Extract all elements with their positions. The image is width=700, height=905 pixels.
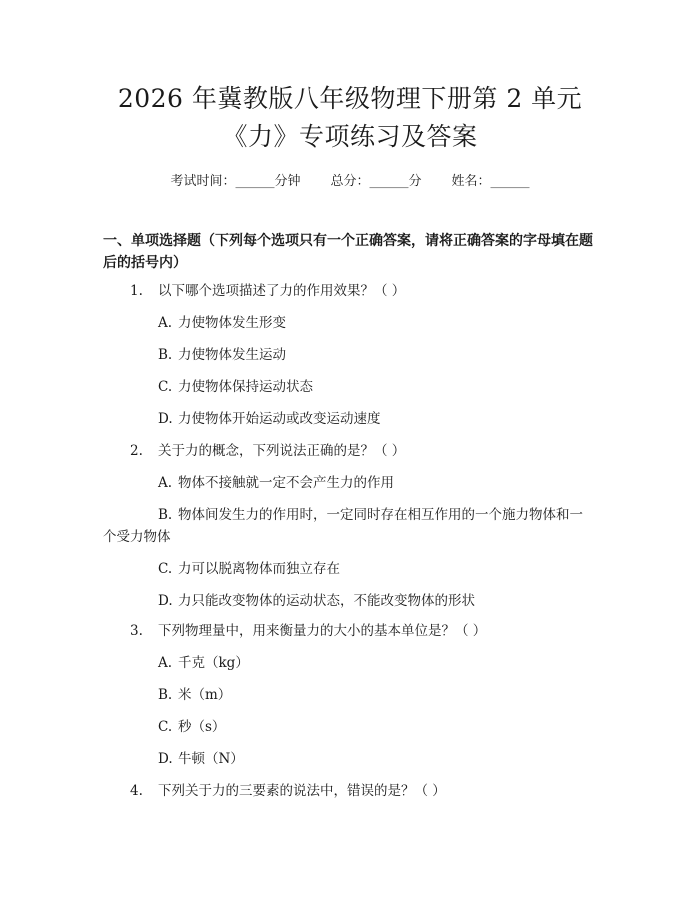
question-1 bbox=[130, 281, 405, 301]
exam-info bbox=[0, 170, 700, 189]
option-3a bbox=[158, 653, 249, 673]
question-number: 3. bbox=[130, 623, 143, 639]
option-text: 千克（kg） bbox=[178, 655, 249, 671]
option-text: 力使物体保持运动状态 bbox=[178, 379, 313, 395]
question-text: 关于力的概念，下列说法正确的是？（ ） bbox=[158, 443, 406, 459]
option-text: 牛顿（N） bbox=[178, 751, 244, 767]
score-label: 总分： bbox=[330, 174, 370, 189]
option-text: 力只能改变物体的运动状态，不能改变物体的形状 bbox=[178, 593, 475, 609]
question-text: 下列物理量中，用来衡量力的大小的基本单位是？（ ） bbox=[158, 623, 487, 639]
option-1d bbox=[158, 409, 381, 429]
doc-title-line1: 2026 年冀教版八年级物理下册第 2 单元 bbox=[117, 84, 583, 113]
question-text: 以下哪个选项描述了力的作用效果？（ ） bbox=[158, 283, 406, 299]
option-letter: A. bbox=[158, 655, 173, 671]
option-1b bbox=[158, 345, 286, 365]
question-number: 2. bbox=[130, 443, 143, 459]
option-text: 力可以脱离物体而独立存在 bbox=[178, 561, 340, 577]
option-letter: B. bbox=[158, 347, 173, 363]
option-2b-continued: 个受力物体 bbox=[103, 529, 171, 545]
option-letter: A. bbox=[158, 475, 173, 491]
score-unit: 分 bbox=[408, 174, 422, 189]
option-2d bbox=[158, 591, 475, 611]
name-blank: ______ bbox=[490, 174, 530, 189]
option-2b bbox=[158, 505, 583, 525]
option-3c bbox=[158, 717, 225, 737]
option-2a bbox=[158, 473, 394, 493]
option-letter: C. bbox=[158, 561, 173, 577]
option-text: 米（m） bbox=[178, 687, 232, 703]
option-1a bbox=[158, 313, 286, 333]
question-2 bbox=[130, 441, 405, 461]
doc-title-line2: 《力》专项练习及答案 bbox=[222, 122, 478, 151]
option-3b bbox=[158, 685, 231, 705]
option-2c bbox=[158, 559, 340, 579]
question-text: 下列关于力的三要素的说法中，错误的是？（ ） bbox=[158, 783, 446, 799]
option-letter: A. bbox=[158, 315, 173, 331]
option-text: 力使物体发生形变 bbox=[178, 315, 286, 331]
option-3d bbox=[158, 749, 244, 769]
question-4 bbox=[130, 781, 446, 801]
option-1c bbox=[158, 377, 313, 397]
score-blank: ______ bbox=[369, 174, 409, 189]
section-title: 一、单项选择题（下列每个选项只有一个正确答案，请将正确答案的字母填在题后的括号内） bbox=[103, 233, 593, 271]
question-3 bbox=[130, 621, 486, 641]
option-text: 物体不接触就一定不会产生力的作用 bbox=[178, 475, 394, 491]
time-blank: ______ bbox=[235, 174, 275, 189]
option-letter: D. bbox=[158, 593, 173, 609]
option-letter: C. bbox=[158, 379, 173, 395]
option-text: 力使物体开始运动或改变运动速度 bbox=[178, 411, 381, 427]
question-number: 1. bbox=[130, 283, 143, 299]
option-letter: B. bbox=[158, 687, 173, 703]
name-label: 姓名： bbox=[451, 174, 491, 189]
option-text: 力使物体发生运动 bbox=[178, 347, 286, 363]
time-label: 考试时间： bbox=[170, 174, 236, 189]
option-text: 秒（s） bbox=[178, 719, 226, 735]
option-text: 物体间发生力的作用时，一定同时存在相互作用的一个施力物体和一 bbox=[178, 507, 583, 523]
time-unit: 分钟 bbox=[274, 174, 301, 189]
option-letter: B. bbox=[158, 507, 173, 523]
option-letter: C. bbox=[158, 719, 173, 735]
question-number: 4. bbox=[130, 783, 143, 799]
option-letter: D. bbox=[158, 411, 173, 427]
option-letter: D. bbox=[158, 751, 173, 767]
